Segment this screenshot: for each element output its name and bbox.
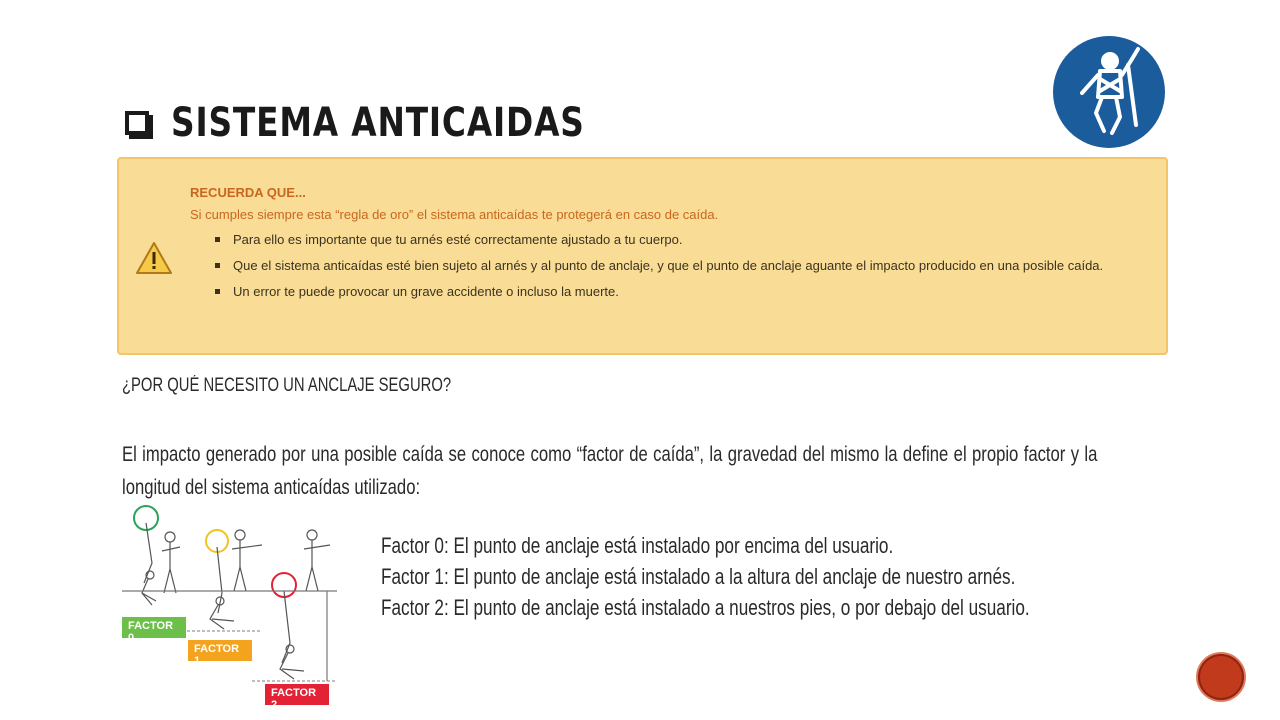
checkbox-icon xyxy=(125,111,149,135)
notice-list xyxy=(215,227,1135,305)
next-slide-button[interactable] xyxy=(1198,654,1244,700)
factor-1-badge: FACTOR 1 xyxy=(188,640,252,661)
notice-lead: Si cumples siempre esta “regla de oro” el sistema anticaídas te protegerá en caso de caída. xyxy=(190,207,719,222)
factor-0-badge: FACTOR 0 xyxy=(122,617,186,638)
section-heading: ¿POR QUÉ NECESITO UN ANCLAJE SEGURO? xyxy=(122,375,452,396)
title-text: SISTEMA ANTICAIDAS xyxy=(171,100,585,146)
factor-1-text: Factor 1: El punto de anclaje está instalado a la altura del anclaje de nuestro arnés. xyxy=(381,564,1016,589)
notice-heading: RECUERDA QUE... xyxy=(190,185,306,200)
list-item: Para ello es importante que tu arnés esté correctamente ajustado a tu cuerpo. xyxy=(215,227,1135,253)
fall-factor-illustration xyxy=(122,503,352,713)
list-item: Un error te puede provocar un grave accidente o incluso la muerte. xyxy=(215,279,1135,305)
factor-0-text: Factor 0: El punto de anclaje está instalado por encima del usuario. xyxy=(381,533,894,558)
factor-2-text: Factor 2: El punto de anclaje está instalado a nuestros pies, o por debajo del usuario. xyxy=(381,595,1030,620)
warning-icon xyxy=(135,241,173,275)
list-item: Que el sistema anticaídas esté bien sujeto al arnés y al punto de anclaje, y que el punto de anclaje aguante el impacto producido en una posible caída. xyxy=(215,253,1135,279)
fall-factor-figure xyxy=(122,503,352,713)
factor-2-badge: FACTOR 2 xyxy=(265,684,329,705)
slide-title xyxy=(125,100,676,146)
intro-paragraph: El impacto generado por una posible caída se conoce como “factor de caída”, la gravedad del mismo la define el propio factor y la longitud del sistema anticaídas utilizado: xyxy=(122,443,1098,499)
notice-box xyxy=(117,157,1168,355)
factor-list xyxy=(381,530,1213,623)
harness-icon xyxy=(1052,35,1166,149)
